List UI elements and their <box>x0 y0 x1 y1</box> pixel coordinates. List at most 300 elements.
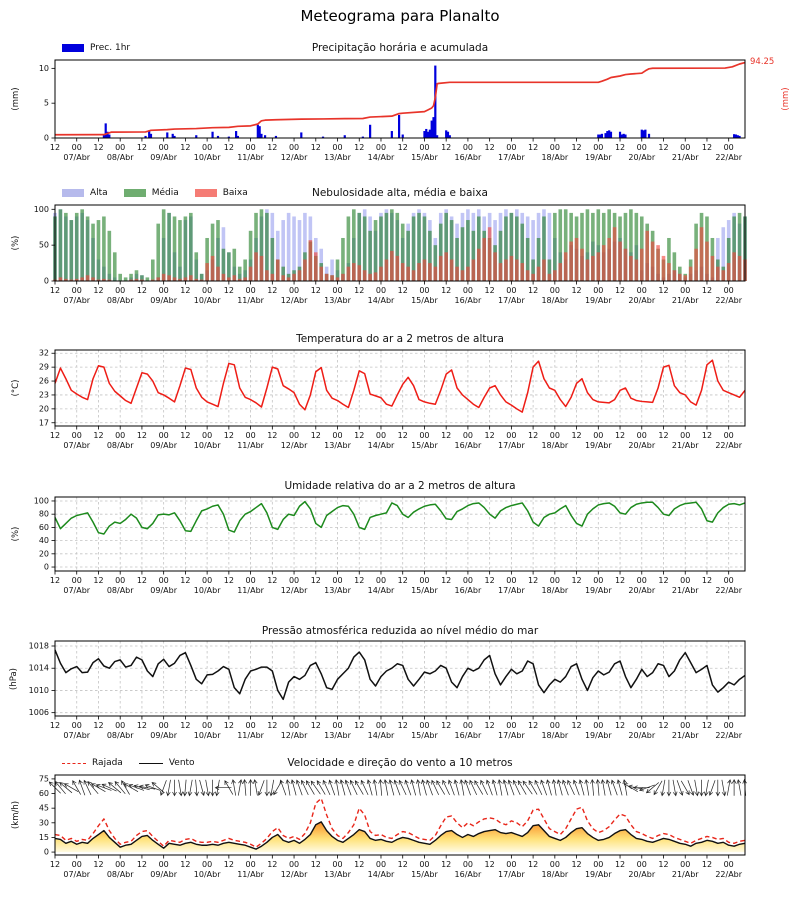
precip-bar <box>648 134 650 138</box>
svg-text:12: 12 <box>528 286 539 295</box>
svg-text:12: 12 <box>441 721 452 730</box>
wind-arrow-icon <box>335 780 339 796</box>
svg-text:00: 00 <box>462 431 474 440</box>
svg-text:12/Abr: 12/Abr <box>280 441 308 450</box>
wind-arrow-icon <box>211 780 215 796</box>
svg-text:07/Abr: 07/Abr <box>63 296 91 305</box>
svg-text:12: 12 <box>571 576 582 585</box>
svg-text:12/Abr: 12/Abr <box>280 586 308 595</box>
wind-arrow-icon <box>206 780 210 796</box>
svg-text:12: 12 <box>310 721 321 730</box>
svg-text:12: 12 <box>441 143 452 152</box>
wind-arrow-icon <box>253 780 257 796</box>
svg-text:00: 00 <box>549 576 560 585</box>
svg-text:14/Abr: 14/Abr <box>367 153 395 162</box>
cloud-bar-baixa <box>640 249 644 281</box>
precip-title: Precipitação horária e acumulada <box>311 42 489 54</box>
wind-arrow-icon <box>340 780 345 795</box>
svg-text:12: 12 <box>49 860 61 869</box>
svg-text:12: 12 <box>310 860 321 869</box>
svg-text:13/Abr: 13/Abr <box>324 153 351 162</box>
cloud-bar-baixa <box>281 275 285 281</box>
wind-arrow-icon <box>270 780 274 796</box>
svg-text:00: 00 <box>115 576 126 585</box>
svg-text:20/Abr: 20/Abr <box>628 586 656 595</box>
svg-text:00: 00 <box>549 721 560 730</box>
wind-arrow-icon <box>389 780 394 795</box>
svg-text:10/Abr: 10/Abr <box>193 441 221 450</box>
cloud-bar-média <box>108 231 112 281</box>
svg-text:22/Abr: 22/Abr <box>715 153 743 162</box>
svg-text:00: 00 <box>332 576 343 585</box>
svg-text:12: 12 <box>701 576 713 585</box>
svg-text:18/Abr: 18/Abr <box>541 153 569 162</box>
svg-text:80: 80 <box>38 509 49 519</box>
svg-text:00: 00 <box>245 286 256 295</box>
svg-text:14/Abr: 14/Abr <box>367 870 395 879</box>
svg-text:40: 40 <box>38 536 49 546</box>
svg-text:10/Abr: 10/Abr <box>193 870 221 879</box>
svg-text:12: 12 <box>528 431 539 440</box>
svg-text:12: 12 <box>354 286 365 295</box>
svg-text:12: 12 <box>180 860 191 869</box>
cloud-bar-baixa <box>184 277 188 281</box>
wind-arrow-icon <box>552 780 556 796</box>
precip-bar <box>398 115 400 138</box>
svg-text:12: 12 <box>658 143 669 152</box>
svg-text:19/Abr: 19/Abr <box>584 586 612 595</box>
svg-text:19/Abr: 19/Abr <box>584 870 612 879</box>
cloud-bar-média <box>184 216 188 281</box>
cloud-bar-média <box>80 209 84 281</box>
wind-arrow-icon <box>596 780 600 796</box>
cloud-bar-média <box>173 216 177 281</box>
cloud-bar-baixa <box>91 277 95 281</box>
cloud-bar-baixa <box>520 263 524 281</box>
cloud-bar-baixa <box>662 256 666 281</box>
svg-text:10/Abr: 10/Abr <box>193 296 221 305</box>
wind-arrow-icon <box>579 780 584 795</box>
cloud-bar-baixa <box>602 245 606 281</box>
cloud-bar-baixa <box>673 270 677 281</box>
svg-text:00: 00 <box>506 286 517 295</box>
wind-arrow-icon <box>411 780 416 795</box>
cloud-bar-baixa <box>189 275 193 281</box>
svg-text:12: 12 <box>267 286 278 295</box>
svg-text:12: 12 <box>223 860 234 869</box>
cloud-bar-baixa <box>591 256 595 281</box>
svg-text:12: 12 <box>614 576 626 585</box>
precip-bar <box>108 135 110 138</box>
wind-arrow-icon <box>591 780 595 796</box>
svg-text:15/Abr: 15/Abr <box>411 441 438 450</box>
svg-text:10/Abr: 10/Abr <box>193 153 221 162</box>
precip-header <box>0 42 800 57</box>
svg-text:12: 12 <box>310 576 321 585</box>
svg-text:12: 12 <box>614 431 626 440</box>
svg-text:15/Abr: 15/Abr <box>411 296 438 305</box>
cloud-bar-baixa <box>629 256 633 281</box>
cloud-bar-baixa <box>80 277 84 281</box>
wind-arrow-icon <box>709 780 715 795</box>
svg-text:00: 00 <box>202 576 213 585</box>
svg-text:12: 12 <box>397 576 408 585</box>
svg-text:16/Abr: 16/Abr <box>454 586 482 595</box>
cloud-bar-baixa <box>721 270 725 281</box>
temp-title: Temperatura do ar a 2 metros de altura <box>296 333 504 345</box>
clouds-legend <box>62 188 248 198</box>
svg-text:08/Abr: 08/Abr <box>106 731 134 740</box>
svg-text:00: 00 <box>375 721 387 730</box>
svg-text:12: 12 <box>310 143 321 152</box>
svg-text:15/Abr: 15/Abr <box>411 153 438 162</box>
svg-text:12: 12 <box>180 286 191 295</box>
svg-text:12: 12 <box>267 431 278 440</box>
svg-text:00: 00 <box>245 721 256 730</box>
pressure-plot <box>29 641 745 740</box>
svg-text:00: 00 <box>71 286 82 295</box>
cloud-bar-baixa <box>341 274 345 281</box>
svg-text:20/Abr: 20/Abr <box>628 153 656 162</box>
wind-arrow-icon <box>421 780 426 795</box>
clouds-title: Nebulosidade alta, média e baixa <box>311 187 488 199</box>
svg-text:12: 12 <box>93 431 104 440</box>
svg-text:00: 00 <box>202 721 213 730</box>
cloud-bar-baixa <box>597 252 601 281</box>
svg-text:00: 00 <box>723 143 734 152</box>
svg-text:12: 12 <box>354 576 365 585</box>
svg-text:10/Abr: 10/Abr <box>193 586 221 595</box>
svg-text:12: 12 <box>571 431 582 440</box>
svg-text:12/Abr: 12/Abr <box>280 296 308 305</box>
baixa-label: Baixa <box>222 188 248 198</box>
svg-text:12: 12 <box>223 286 234 295</box>
svg-text:07/Abr: 07/Abr <box>63 870 91 879</box>
cloud-bar-baixa <box>390 251 394 281</box>
wind-arrow-icon <box>546 780 551 795</box>
humidity-ylabel: (%) <box>11 526 21 542</box>
svg-text:12: 12 <box>484 431 495 440</box>
svg-text:1014: 1014 <box>28 663 49 673</box>
cloud-bar-baixa <box>243 277 247 281</box>
wind-arrow-icon <box>541 780 547 795</box>
cloud-bar-média <box>113 252 117 281</box>
svg-text:11/Abr: 11/Abr <box>237 296 264 305</box>
wind-arrow-icon <box>498 780 502 796</box>
cloud-bar-média <box>86 216 90 281</box>
cloud-bar-média <box>374 220 378 281</box>
svg-text:12: 12 <box>484 576 495 585</box>
svg-text:21/Abr: 21/Abr <box>671 586 699 595</box>
svg-text:17/Abr: 17/Abr <box>498 586 525 595</box>
svg-text:12: 12 <box>397 143 408 152</box>
svg-text:00: 00 <box>723 860 734 869</box>
svg-text:22/Abr: 22/Abr <box>715 296 743 305</box>
svg-text:12: 12 <box>223 143 234 152</box>
vento-label: Vento <box>168 758 195 768</box>
svg-text:20/Abr: 20/Abr <box>628 870 656 879</box>
cloud-bar-baixa <box>173 277 177 281</box>
precip-bar <box>402 135 404 138</box>
cloud-bar-baixa <box>537 267 541 281</box>
svg-text:13/Abr: 13/Abr <box>324 870 351 879</box>
svg-text:00: 00 <box>115 431 126 440</box>
cloud-bar-média <box>178 220 182 281</box>
svg-text:00: 00 <box>593 286 604 295</box>
svg-text:45: 45 <box>38 803 49 813</box>
svg-text:00: 00 <box>245 576 256 585</box>
svg-text:12: 12 <box>136 286 148 295</box>
svg-text:00: 00 <box>419 860 430 869</box>
svg-text:16/Abr: 16/Abr <box>454 153 482 162</box>
svg-text:00: 00 <box>375 431 387 440</box>
wind-arrow-icon <box>73 781 81 795</box>
cloud-bar-baixa <box>439 256 443 281</box>
svg-text:12: 12 <box>180 721 191 730</box>
cloud-bar-média <box>124 277 128 281</box>
svg-text:00: 00 <box>419 143 430 152</box>
svg-text:12: 12 <box>136 431 148 440</box>
precip-bar <box>610 132 612 138</box>
svg-text:12: 12 <box>180 143 191 152</box>
svg-text:14/Abr: 14/Abr <box>367 731 395 740</box>
wind-arrow-icon <box>306 781 314 795</box>
wind-arrow-icon <box>384 780 388 796</box>
cloud-bar-baixa <box>488 227 492 281</box>
legend-item-rajada <box>62 758 123 768</box>
cloud-bar-baixa <box>363 270 367 281</box>
cloud-bar-baixa <box>548 274 552 281</box>
svg-text:08/Abr: 08/Abr <box>106 153 134 162</box>
svg-text:17/Abr: 17/Abr <box>498 296 525 305</box>
wind-arrow-icon <box>606 780 611 795</box>
wind-arrow-icon <box>623 780 627 796</box>
svg-text:00: 00 <box>680 286 691 295</box>
wind-arrow-icon <box>486 780 492 795</box>
svg-text:12: 12 <box>528 143 539 152</box>
svg-text:12: 12 <box>658 721 669 730</box>
svg-text:00: 00 <box>462 286 474 295</box>
wind-arrow-icon <box>200 780 205 795</box>
svg-text:12: 12 <box>49 286 61 295</box>
svg-text:00: 00 <box>723 431 734 440</box>
cloud-bar-baixa <box>303 259 307 281</box>
svg-text:00: 00 <box>245 860 256 869</box>
cloud-bar-baixa <box>624 249 628 281</box>
cloud-bar-baixa <box>455 267 459 281</box>
svg-text:12: 12 <box>223 721 234 730</box>
wind-area <box>55 822 745 852</box>
svg-text:12: 12 <box>484 721 495 730</box>
cloud-bar-baixa <box>423 259 427 281</box>
wind-arrow-icon <box>573 780 579 795</box>
svg-text:12: 12 <box>701 721 713 730</box>
svg-text:00: 00 <box>419 431 430 440</box>
svg-text:12: 12 <box>397 286 408 295</box>
svg-text:00: 00 <box>636 431 647 440</box>
svg-text:00: 00 <box>288 286 300 295</box>
cloud-bar-baixa <box>385 259 389 281</box>
cloud-bar-baixa <box>689 267 693 281</box>
svg-text:19/Abr: 19/Abr <box>584 731 612 740</box>
svg-text:12: 12 <box>441 860 452 869</box>
wind-arrow-icon <box>503 780 508 795</box>
cloud-bar-média <box>156 224 160 281</box>
svg-text:15: 15 <box>38 832 49 842</box>
svg-text:00: 00 <box>593 860 604 869</box>
svg-text:21/Abr: 21/Abr <box>671 296 699 305</box>
svg-text:30: 30 <box>38 818 49 828</box>
svg-text:12: 12 <box>528 860 539 869</box>
cloud-bar-baixa <box>705 242 709 281</box>
svg-text:12: 12 <box>354 143 365 152</box>
svg-text:00: 00 <box>506 860 517 869</box>
svg-text:12/Abr: 12/Abr <box>280 870 308 879</box>
svg-text:15/Abr: 15/Abr <box>411 870 438 879</box>
svg-text:20: 20 <box>38 549 49 559</box>
svg-text:00: 00 <box>332 286 343 295</box>
cloud-bar-baixa <box>711 256 715 281</box>
cloud-bar-baixa <box>434 267 438 281</box>
temp-plot <box>39 349 745 450</box>
wind-arrow-icon <box>64 784 78 792</box>
cloud-bar-baixa <box>558 263 562 281</box>
cloud-bar-baixa <box>319 267 323 281</box>
svg-text:09/Abr: 09/Abr <box>150 153 178 162</box>
svg-text:09/Abr: 09/Abr <box>150 441 178 450</box>
cloud-bar-baixa <box>227 277 231 281</box>
cloud-bar-baixa <box>461 270 465 281</box>
svg-text:13/Abr: 13/Abr <box>324 441 351 450</box>
svg-text:09/Abr: 09/Abr <box>150 586 178 595</box>
precip-bar <box>300 132 302 138</box>
svg-text:00: 00 <box>332 431 343 440</box>
svg-text:11/Abr: 11/Abr <box>237 731 264 740</box>
wind-arrow-icon <box>681 781 689 795</box>
cloud-bar-baixa <box>417 263 421 281</box>
svg-text:17/Abr: 17/Abr <box>498 153 525 162</box>
svg-text:12: 12 <box>93 860 104 869</box>
svg-text:20/Abr: 20/Abr <box>628 441 656 450</box>
svg-text:12: 12 <box>701 143 713 152</box>
svg-text:12: 12 <box>136 860 148 869</box>
cloud-bar-baixa <box>205 263 209 281</box>
svg-text:00: 00 <box>680 721 691 730</box>
svg-text:00: 00 <box>506 143 517 152</box>
svg-text:12: 12 <box>441 431 452 440</box>
svg-text:00: 00 <box>115 286 126 295</box>
cloud-bar-baixa <box>694 249 698 281</box>
svg-text:00: 00 <box>71 576 82 585</box>
svg-text:22/Abr: 22/Abr <box>715 441 743 450</box>
svg-text:12: 12 <box>49 143 61 152</box>
svg-text:00: 00 <box>636 721 647 730</box>
wind-header <box>0 757 800 772</box>
cloud-bar-baixa <box>635 259 639 281</box>
svg-text:17: 17 <box>38 418 49 428</box>
svg-text:12: 12 <box>528 576 539 585</box>
cloud-bar-média <box>59 209 63 281</box>
svg-text:00: 00 <box>158 286 169 295</box>
wind-arrow-icon <box>286 780 290 796</box>
svg-text:22/Abr: 22/Abr <box>715 870 743 879</box>
svg-text:12: 12 <box>310 286 321 295</box>
svg-text:00: 00 <box>549 143 560 152</box>
cloud-bar-baixa <box>222 274 226 281</box>
svg-text:100: 100 <box>33 496 49 506</box>
svg-text:1018: 1018 <box>28 641 49 651</box>
wind-arrow-icon <box>611 780 617 795</box>
cloud-bar-média <box>91 224 95 281</box>
cloud-bar-baixa <box>330 275 334 281</box>
svg-text:12: 12 <box>614 721 626 730</box>
svg-text:00: 00 <box>506 721 517 730</box>
svg-text:12: 12 <box>93 576 104 585</box>
cloud-bar-alta <box>287 213 291 281</box>
svg-text:00: 00 <box>375 576 387 585</box>
svg-text:26: 26 <box>38 376 49 386</box>
svg-text:17/Abr: 17/Abr <box>498 441 525 450</box>
wind-arrow-icon <box>188 780 192 796</box>
cloud-bar-baixa <box>336 277 340 281</box>
cloud-bar-média <box>189 213 193 281</box>
cloud-bar-baixa <box>700 227 704 281</box>
svg-text:18/Abr: 18/Abr <box>541 296 569 305</box>
svg-text:21/Abr: 21/Abr <box>671 153 699 162</box>
cloud-bar-baixa <box>298 270 302 281</box>
svg-text:12: 12 <box>441 286 452 295</box>
svg-text:00: 00 <box>71 721 82 730</box>
svg-text:07/Abr: 07/Abr <box>63 153 91 162</box>
svg-text:00: 00 <box>158 431 169 440</box>
svg-text:00: 00 <box>158 143 169 152</box>
svg-text:11/Abr: 11/Abr <box>237 153 264 162</box>
svg-text:12: 12 <box>571 286 582 295</box>
svg-text:1010: 1010 <box>28 685 49 695</box>
humidity-header <box>0 480 800 495</box>
svg-text:00: 00 <box>375 860 387 869</box>
cloud-bar-baixa <box>683 275 687 281</box>
temp-ylabel: (°C) <box>11 379 21 397</box>
page-title: Meteograma para Planalto <box>300 7 500 25</box>
cloud-bar-baixa <box>325 274 329 281</box>
svg-text:00: 00 <box>593 576 604 585</box>
svg-text:00: 00 <box>71 431 82 440</box>
cloud-bar-baixa <box>357 265 361 281</box>
svg-text:13/Abr: 13/Abr <box>324 296 351 305</box>
svg-text:0: 0 <box>43 562 49 572</box>
cloud-bar-baixa <box>406 267 410 281</box>
svg-text:32: 32 <box>38 348 49 358</box>
cloud-bar-baixa <box>542 259 546 281</box>
svg-text:14/Abr: 14/Abr <box>367 586 395 595</box>
cloud-bar-baixa <box>504 259 508 281</box>
svg-text:12: 12 <box>658 431 669 440</box>
svg-text:00: 00 <box>462 576 474 585</box>
cloud-bar-média <box>146 277 150 281</box>
wind-ylabel: (km/h) <box>11 800 21 830</box>
baixa-swatch-icon <box>195 189 217 197</box>
wind-arrow-icon <box>317 781 325 795</box>
svg-text:19/Abr: 19/Abr <box>584 441 612 450</box>
svg-text:00: 00 <box>506 576 517 585</box>
precip-bar <box>211 132 213 138</box>
wind-arrow-icon <box>274 781 282 795</box>
svg-text:12: 12 <box>658 286 669 295</box>
cloud-bar-baixa <box>553 270 557 281</box>
cloud-bar-baixa <box>412 270 416 281</box>
cloud-bar-baixa <box>211 256 215 281</box>
